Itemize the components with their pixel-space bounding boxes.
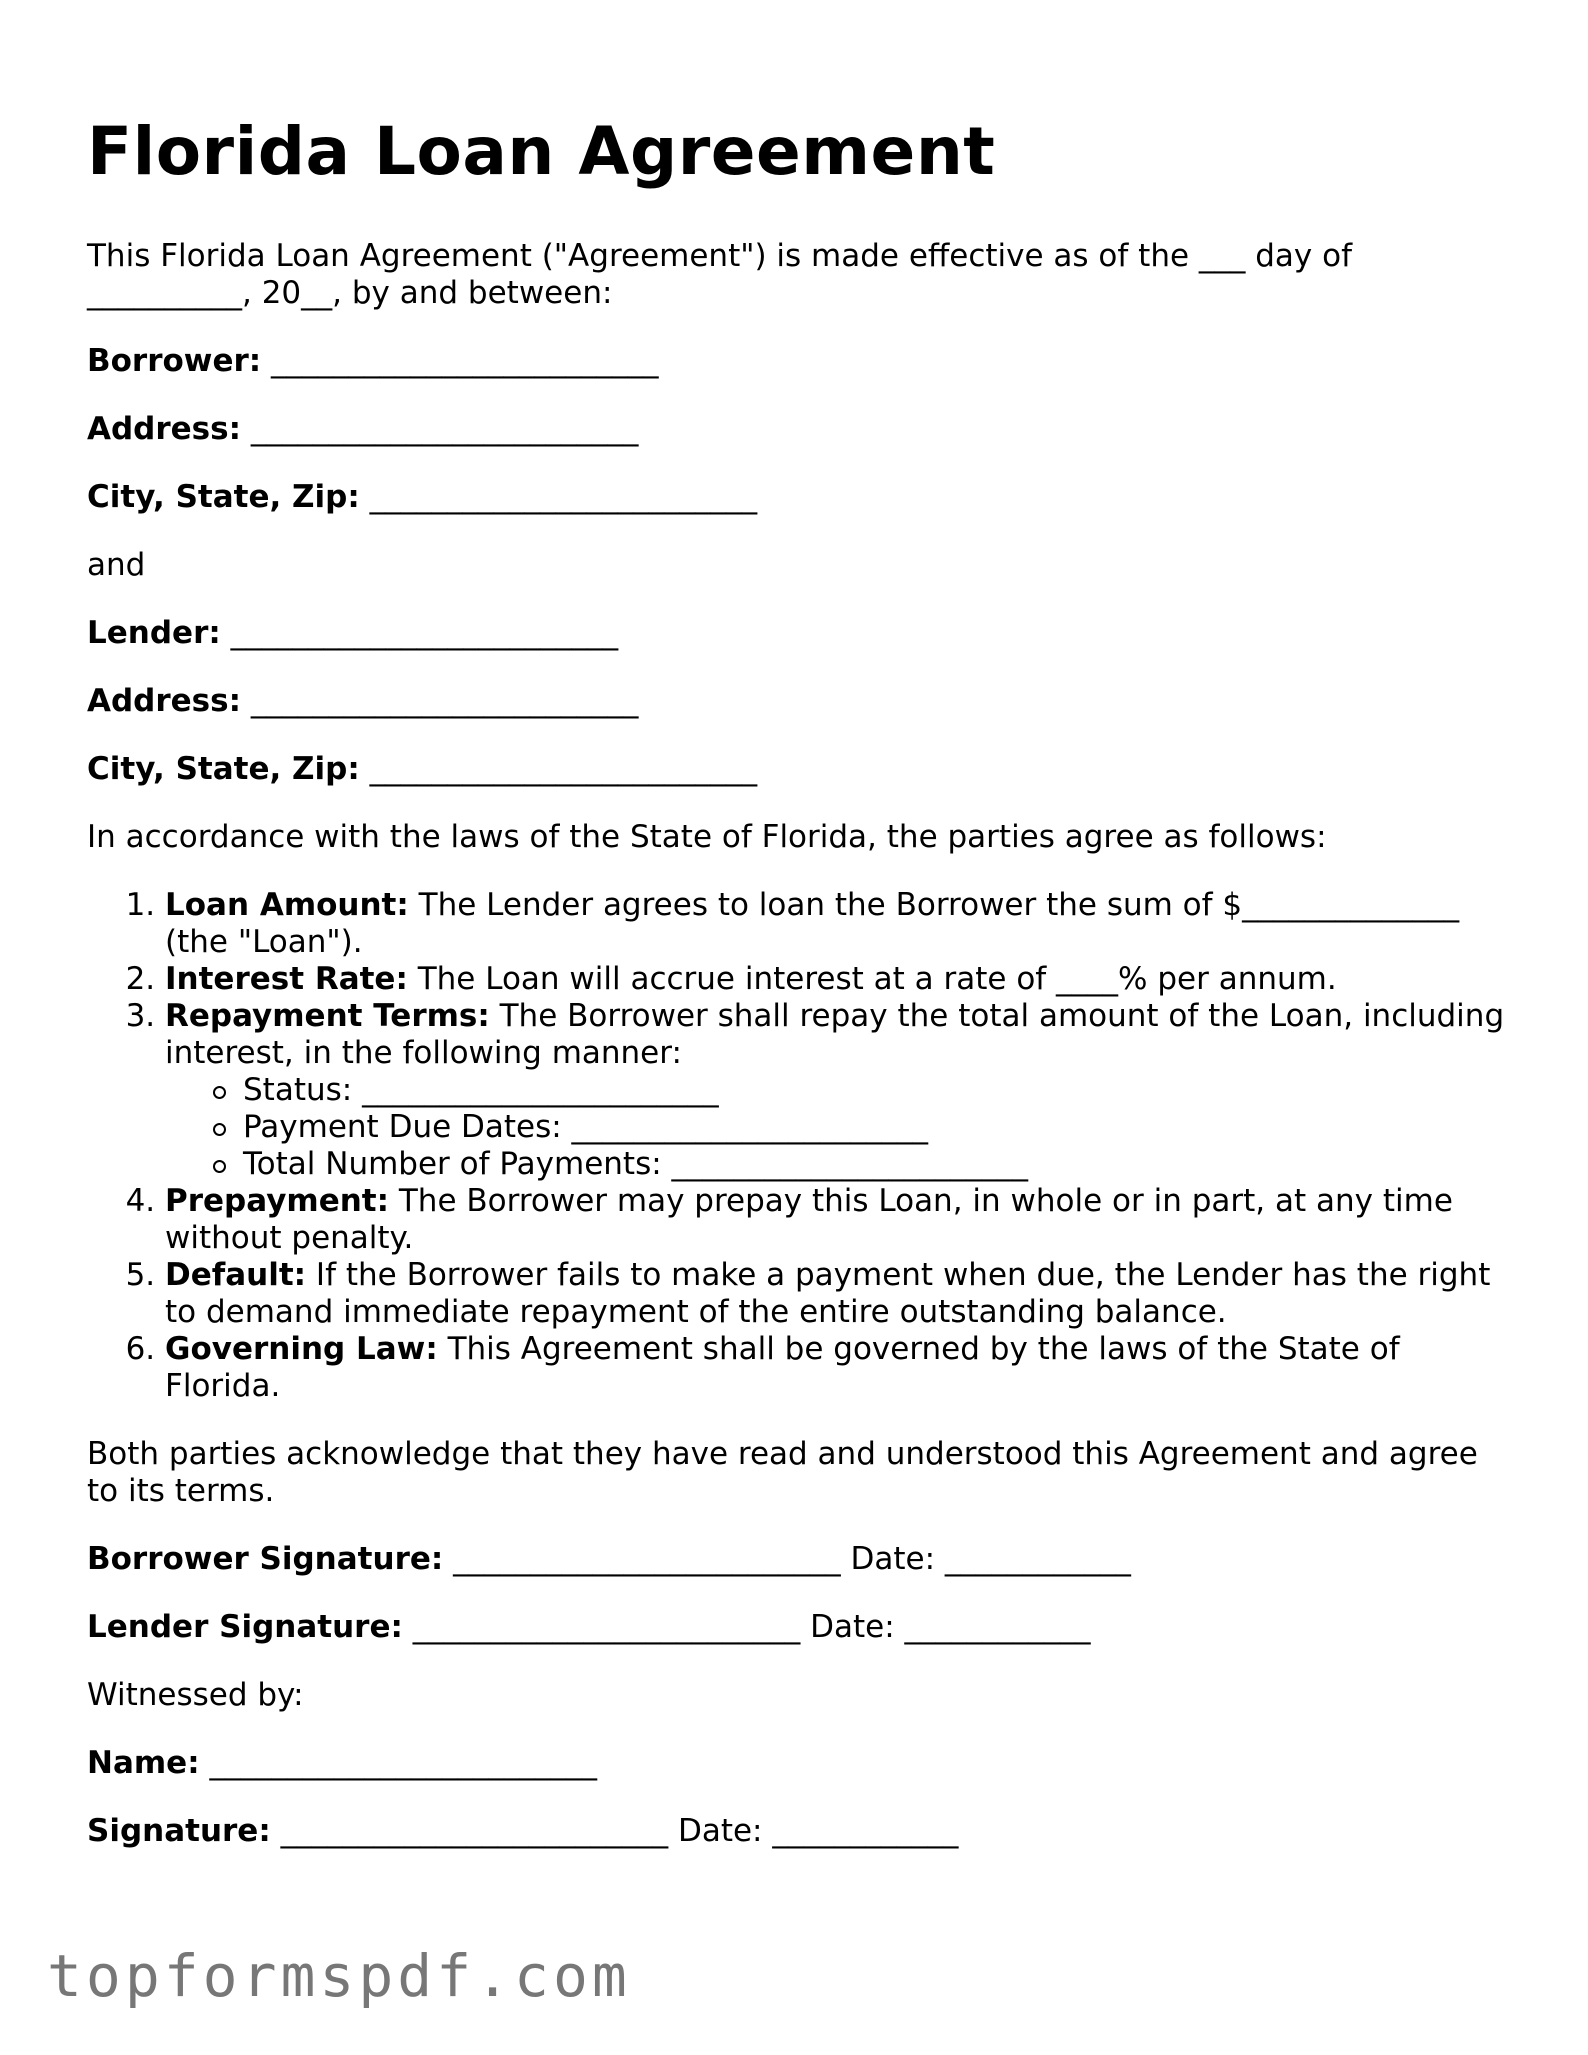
term-label: Repayment Terms: [165,998,490,1034]
term-text: The Borrower may prepay this Loan, in whole or in part, at any time without penalty. [165,1183,1453,1256]
lender-signature-label: Lender Signature: [87,1609,403,1645]
witness-signature-line: _________________________ [270,1813,678,1849]
borrower-address-field [87,411,1507,448]
term-label: Default: [165,1257,307,1293]
intro-paragraph: This Florida Loan Agreement ("Agreement") is made effective as of the ___ day of __________, 20__, by and between: [87,238,1353,311]
lender-address-label: Address: [87,683,241,719]
repayment-item: Total Number of Payments: _______________________ [243,1146,1507,1183]
borrower-address-line: _________________________ [250,411,639,447]
lender-address-line: _________________________ [250,683,639,719]
witness-name-line: _________________________ [199,1745,597,1781]
lender-name-line: _________________________ [230,615,619,651]
and-text: and [87,547,146,583]
lender-signature-field [87,1609,1507,1646]
witnessed-text: Witnessed by: [87,1677,304,1713]
lender-city-field [87,751,1507,788]
term-text: This Agreement shall be governed by the laws of the State of Florida. [165,1331,1400,1404]
term-item [165,887,1507,961]
lender-name-label: Lender: [87,615,221,651]
term-item [165,1331,1507,1405]
borrower-name-line: _________________________ [271,343,659,379]
witness-signature-label: Signature: [87,1813,271,1849]
term-item [165,961,1507,998]
borrower-address-label: Address: [87,411,241,447]
term-label: Prepayment: [165,1183,390,1219]
lender-city-line: _________________________ [369,751,758,787]
lender-address-field [87,683,1507,720]
witness-signature-field [87,1813,1507,1850]
term-text: The Loan will accrue interest at a rate of ____% per annum. [407,961,1337,997]
borrower-date: Date: ____________ [850,1541,1131,1577]
term-text: If the Borrower fails to make a payment when due, the Lender has the right to demand immediate repayment of the entire outstanding balance. [165,1257,1491,1330]
witness-date: Date: ____________ [677,1813,959,1849]
term-label: Loan Amount: [165,887,409,923]
witness-name-label: Name: [87,1745,200,1781]
term-label: Governing Law: [165,1331,438,1367]
borrower-signature-label: Borrower Signature: [87,1541,444,1577]
term-item [165,1183,1507,1257]
borrower-city-field [87,479,1507,516]
borrower-city-line: _________________________ [369,479,758,515]
repayment-item: Payment Due Dates: _______________________ [243,1109,1507,1146]
lender-name-field [87,615,1507,652]
terms-list [87,887,1507,1405]
lender-signature-line: _________________________ [402,1609,811,1645]
repayment-sublist [165,1072,1507,1183]
accordance-paragraph: In accordance with the laws of the State of Florida, the parties agree as follows: [87,819,1327,855]
borrower-city-label: City, State, Zip: [87,479,360,515]
document-title: Florida Loan Agreement [87,113,996,190]
borrower-name-label: Borrower: [87,343,262,379]
lender-city-label: City, State, Zip: [87,751,360,787]
watermark-text: topformspdf.com [47,1942,631,2010]
borrower-signature-field [87,1541,1507,1578]
term-item [165,998,1507,1183]
repayment-item: Status: _______________________ [243,1072,1507,1109]
borrower-name-field [87,343,1507,380]
acknowledge-paragraph: Both parties acknowledge that they have read and understood this Agreement and agree to its terms. [87,1436,1478,1509]
borrower-signature-line: _________________________ [443,1541,851,1577]
term-text: The Borrower shall repay the total amount of the Loan, including interest, in the following manner: [165,998,1505,1071]
term-text: The Lender agrees to loan the Borrower the sum of $______________ (the "Loan"). [165,887,1460,960]
term-label: Interest Rate: [165,961,408,997]
term-item [165,1257,1507,1331]
witness-name-field [87,1745,1507,1782]
document-page [87,100,1507,1850]
lender-date: Date: ____________ [810,1609,1091,1645]
